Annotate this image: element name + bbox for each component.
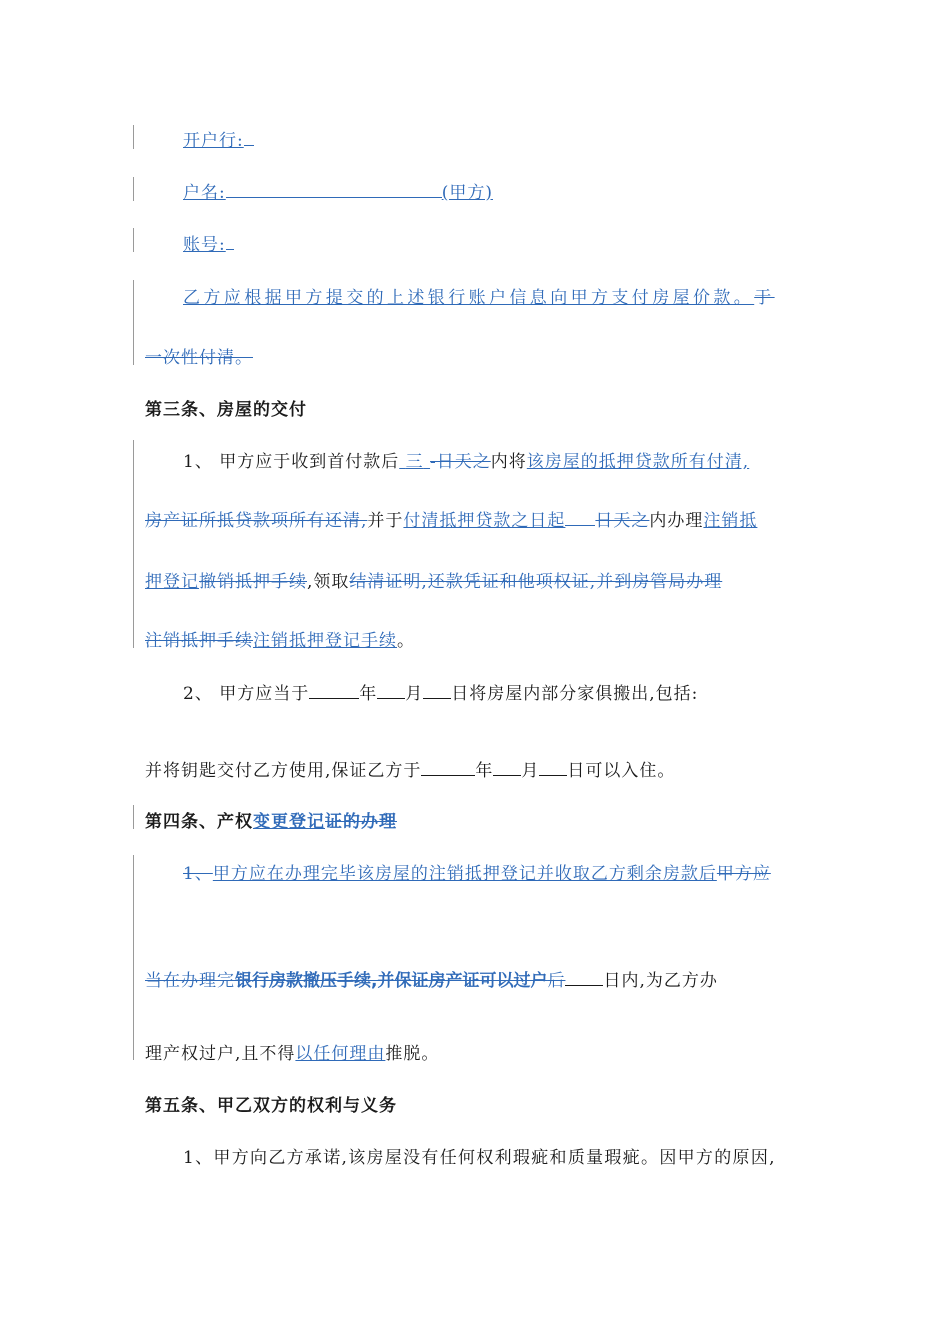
change-bar (133, 177, 134, 201)
art3-p2 (183, 679, 698, 704)
art3-p1-days: 三 (405, 452, 424, 472)
change-bar (133, 280, 134, 365)
year-blank (421, 760, 475, 776)
payment-deleted-1: 于 (754, 288, 775, 308)
art3-p2-text-a: 2、 甲方应当于 (183, 684, 310, 704)
account-name-label: 户名: (183, 183, 226, 203)
opening-bank-line (183, 126, 254, 151)
art3-p1-line3 (145, 567, 722, 592)
art3-p2-day: 日将房屋内部分家俱搬出,包括: (451, 684, 699, 704)
day-blank (539, 760, 567, 776)
art3-p1-end: 。 (397, 631, 415, 651)
art3-p2-year: 年 (359, 684, 378, 704)
art3-p1-mid: 内将 (490, 452, 527, 472)
art3-p3 (145, 756, 675, 781)
art3-p1-ins-2: 付清抵押贷款之日起 (403, 511, 566, 531)
art3-p1-ins-4: 注销抵押登记手续 (253, 631, 397, 651)
account-name-suffix: (甲方) (441, 183, 493, 203)
art3-p1-days-blank (565, 510, 595, 526)
art4-p2-ins: 以任何理由 (295, 1044, 386, 1064)
art4-p1-del-2a: 甲方应 (716, 864, 771, 884)
payment-deleted-2: 一次性付清。 (145, 348, 253, 368)
change-bar (133, 805, 134, 829)
art3-p3-text-a: 并将钥匙交付乙方使用,保证乙方于 (145, 761, 422, 781)
art3-p3-day: 日可以入住。 (567, 761, 676, 781)
art3-p1-get: ,领取 (307, 572, 350, 592)
opening-bank-label: 开户行: (183, 131, 244, 151)
art3-p1-del-3: 日天之 (595, 511, 650, 531)
change-bar (133, 228, 134, 252)
change-bar (133, 440, 134, 648)
art3-p1-ins-3b: 押登记 (145, 572, 199, 592)
art3-p1-del-5a: 结清证明,还款凭证和他项权证,并到房管局办理 (349, 572, 723, 592)
art4-p1-line2 (145, 966, 718, 991)
art4-p1-del-num: 1、 (183, 864, 213, 884)
year-blank (309, 683, 359, 699)
payment-text: 乙方应根据甲方提交的上述银行账户信息向甲方支付房屋价款。 (183, 288, 755, 308)
art3-p1-del-2: 房产证所抵贷款项所有还清, (145, 511, 368, 531)
art4-p1-del-2b: 当在办理完 (145, 971, 235, 991)
account-name-blank (226, 182, 442, 198)
art4-p1-del-3: 后 (547, 971, 566, 991)
account-name-line (183, 178, 493, 203)
art3-p3-month: 月 (521, 761, 540, 781)
article-4-title (145, 807, 397, 832)
art4-p2-text-a: 理产权过户,且不得 (145, 1044, 296, 1064)
article-5-title: 第五条、甲乙双方的权利与义务 (145, 1096, 397, 1116)
art4-p2-text-b: 推脱。 (385, 1044, 440, 1064)
art3-p1-del-4: 撤销抵押手续 (199, 572, 307, 592)
art4-p1-days: 日内,为乙方办 (603, 971, 718, 991)
art3-p1-line2 (145, 506, 757, 531)
art5-p1: 1、甲方向乙方承诺,该房屋没有任何权利瑕疵和质量瑕疵。因甲方的原因, (183, 1148, 776, 1168)
art4-p2 (145, 1039, 439, 1064)
payment-line-2 (145, 343, 253, 368)
month-blank (493, 760, 521, 776)
month-blank (377, 683, 405, 699)
art3-p1-ins-3a: 注销抵 (703, 511, 758, 531)
art3-p1-and: 并于 (367, 511, 404, 531)
account-no-label: 账号: (183, 235, 226, 255)
art4-p1-ins: 甲方应在办理完毕该房屋的注销抵押登记并收取乙方剩余房款后 (212, 864, 717, 884)
art4-title-ins: 变更登记 (253, 812, 325, 832)
art3-p1-prefix: 1、 甲方应于收到首付款后 (183, 452, 400, 472)
art4-title-del: 证的办理 (325, 812, 397, 832)
art3-p1-line1 (183, 447, 749, 472)
payment-line-1 (183, 283, 775, 308)
article-3-title: 第三条、房屋的交付 (145, 400, 307, 420)
account-no-line (183, 230, 234, 255)
day-blank (423, 683, 451, 699)
art3-p2-month: 月 (405, 684, 424, 704)
art3-p1-del-days: -日天之 (430, 452, 491, 472)
change-bar (133, 855, 134, 1060)
art3-p1-handle: 内办理 (649, 511, 704, 531)
art4-p1-bold-del: 银行房款撤压手续,并保证房产证可以过户 (235, 971, 548, 991)
art3-p3-year: 年 (475, 761, 494, 781)
art3-p1-line4 (145, 626, 415, 651)
days-blank (565, 970, 603, 986)
art4-title-a: 第四条、产权 (145, 812, 253, 832)
art3-p1-del-5b: 注销抵押手续 (145, 631, 253, 651)
art4-p1-line1 (183, 859, 771, 884)
change-bar (133, 125, 134, 149)
art3-p1-ins-1: 该房屋的抵押贷款所有付清, (526, 452, 750, 472)
